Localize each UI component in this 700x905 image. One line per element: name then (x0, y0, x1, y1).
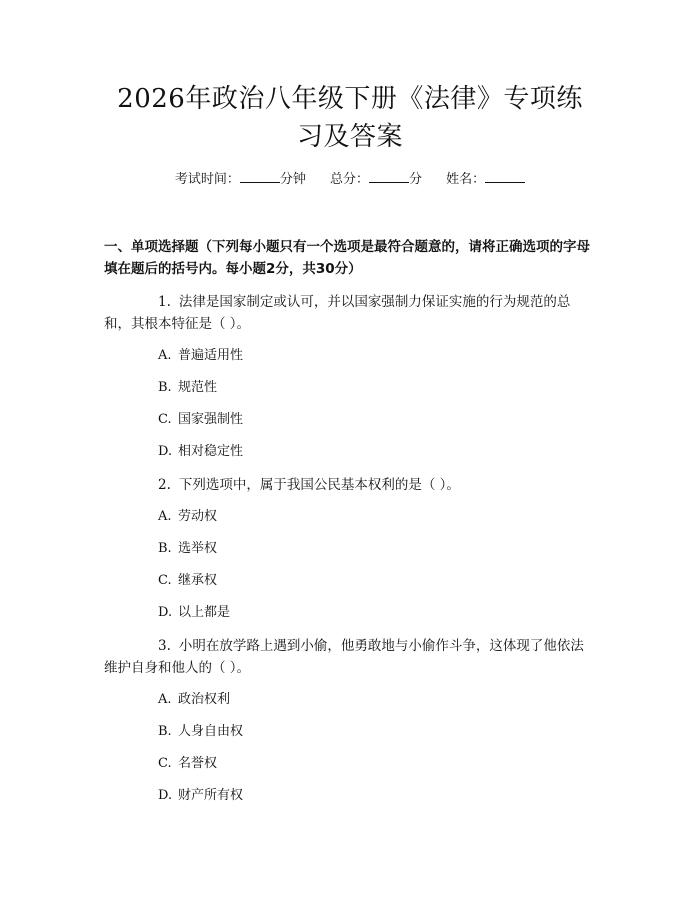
name-label: 姓名： (446, 172, 486, 187)
option-letter: B. (158, 541, 172, 556)
option-text: 人身自由权 (178, 724, 244, 739)
question-3-options (104, 689, 596, 807)
question-1 (104, 291, 596, 335)
option-letter: C. (158, 412, 172, 427)
option-letter: A. (158, 348, 172, 363)
question-text: 小明在放学路上遇到小偷，他勇敢地与小偷作斗争，这体现了他依法维护自身和他人的（ ）。 (104, 638, 584, 676)
total-score-field (330, 170, 422, 190)
option-text: 规范性 (178, 380, 218, 395)
question-3 (104, 635, 596, 679)
question-1-options (104, 345, 596, 463)
question-number: 1. (158, 294, 171, 310)
option-d (104, 785, 596, 807)
question-number: 2. (158, 477, 171, 493)
exam-time-blank (240, 170, 280, 183)
exam-time-unit: 分钟 (279, 172, 306, 187)
option-a (104, 506, 596, 528)
option-letter: C. (158, 573, 172, 588)
option-a (104, 689, 596, 711)
name-blank (485, 170, 525, 183)
option-text: 选举权 (178, 541, 218, 556)
option-letter: D. (158, 444, 173, 459)
exam-time-field (175, 170, 306, 190)
question-2 (104, 474, 596, 496)
option-text: 劳动权 (178, 509, 218, 524)
option-text: 继承权 (178, 573, 218, 588)
name-field (446, 170, 525, 190)
option-b (104, 721, 596, 743)
option-c (104, 753, 596, 775)
option-text: 政治权利 (178, 692, 231, 707)
option-b (104, 377, 596, 399)
option-text: 相对稳定性 (178, 444, 244, 459)
question-2-options (104, 506, 596, 624)
exam-info-row (104, 170, 596, 190)
option-letter: D. (158, 788, 173, 803)
option-c (104, 409, 596, 431)
option-letter: A. (158, 509, 172, 524)
option-letter: B. (158, 724, 172, 739)
option-text: 名誉权 (178, 756, 218, 771)
option-letter: A. (158, 692, 172, 707)
total-score-unit: 分 (409, 172, 423, 187)
question-text: 下列选项中，属于我国公民基本权利的是（ ）。 (178, 477, 460, 493)
option-text: 以上都是 (178, 605, 231, 620)
option-c (104, 570, 596, 592)
option-letter: B. (158, 380, 172, 395)
option-d (104, 602, 596, 624)
question-text: 法律是国家制定或认可，并以国家强制力保证实施的行为规范的总和，其根本特征是（ ）。 (104, 294, 571, 332)
total-score-blank (369, 170, 409, 183)
option-text: 财产所有权 (178, 788, 244, 803)
option-b (104, 538, 596, 560)
question-number: 3. (158, 638, 171, 654)
option-letter: C. (158, 756, 172, 771)
option-text: 国家强制性 (178, 412, 244, 427)
option-text: 普遍适用性 (178, 348, 244, 363)
exam-time-label: 考试时间： (174, 172, 240, 187)
section-heading: 一、单项选择题（下列每小题只有一个选项是最符合题意的，请将正确选项的字母填在题后的括号内。每小题2分，共30分） (104, 239, 590, 277)
option-a (104, 345, 596, 367)
option-d (104, 441, 596, 463)
page-title: 2026年政治八年级下册《法律》专项练习及答案 (117, 84, 583, 152)
option-letter: D. (158, 605, 173, 620)
total-score-label: 总分： (329, 172, 369, 187)
